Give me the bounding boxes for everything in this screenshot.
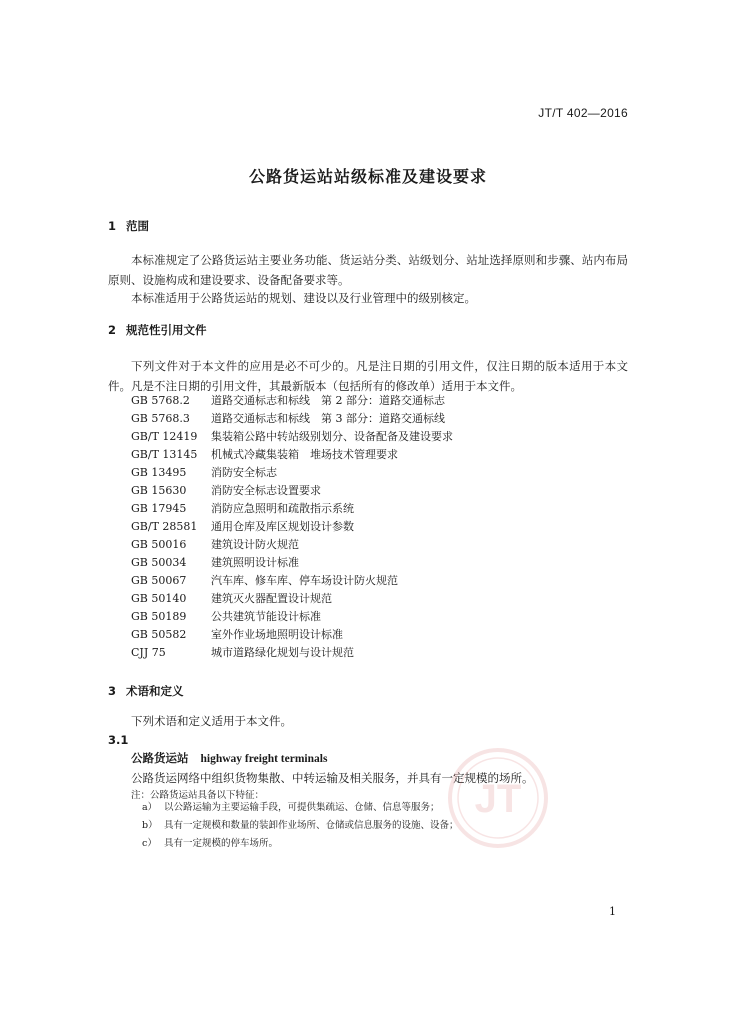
reference-title: 道路交通标志和标线 第 3 部分：道路交通标线 [211, 412, 445, 425]
reference-item [131, 464, 277, 482]
note-item [142, 836, 278, 852]
reference-code: GB 13495 [131, 466, 187, 479]
reference-code: GB/T 13145 [131, 448, 198, 461]
section-1-heading [108, 218, 149, 234]
reference-item [131, 410, 445, 428]
reference-title: 集装箱公路中转站级别划分、设备配备及建设要求 [211, 430, 453, 443]
reference-title: 城市道路绿化规划与设计规范 [211, 646, 354, 659]
section-3-intro: 下列术语和定义适用于本文件。 [131, 714, 292, 728]
section-title: 范围 [126, 219, 149, 233]
term-title [131, 750, 327, 766]
reference-code: GB 50034 [131, 556, 187, 569]
reference-item [131, 428, 453, 446]
section-3-heading [108, 683, 184, 699]
reference-code: GB/T 28581 [131, 520, 198, 533]
note-heading: 注：公路货运站具备以下特征： [131, 790, 265, 801]
reference-title: 道路交通标志和标线 第 2 部分：道路交通标志 [211, 394, 445, 407]
reference-item [131, 644, 354, 662]
reference-title: 公共建筑节能设计标准 [211, 610, 321, 623]
reference-item [131, 446, 398, 464]
section-2-heading [108, 322, 207, 338]
section-1-paragraph-2: 本标准适用于公路货运站的规划、建设以及行业管理中的级别核定。 [131, 291, 476, 305]
reference-code: GB/T 12419 [131, 430, 198, 443]
section-title: 规范性引用文件 [126, 323, 207, 337]
section-number: 3 [108, 684, 117, 698]
reference-item [131, 590, 332, 608]
jt-seal-watermark [446, 746, 550, 850]
term-number: 3.1 [108, 733, 129, 747]
reference-title: 消防安全标志设置要求 [211, 484, 321, 497]
reference-code: GB 5768.3 [131, 412, 190, 425]
section-title: 术语和定义 [126, 684, 184, 698]
reference-item [131, 554, 299, 572]
term-name-zh: 公路货运站 [131, 751, 189, 765]
reference-code: GB 50140 [131, 592, 187, 605]
reference-title: 建筑灭火器配置设计规范 [211, 592, 332, 605]
reference-title: 消防应急照明和疏散指示系统 [211, 502, 354, 515]
term-definition: 公路货运网络中组织货物集散、中转运输及相关服务，并具有一定规模的场所。 [131, 771, 534, 785]
reference-item [131, 626, 343, 644]
section-number: 1 [108, 219, 117, 233]
page-number: 1 [609, 905, 616, 918]
section-number: 2 [108, 323, 117, 337]
reference-code: CJJ 75 [131, 646, 166, 659]
standard-code: JT/T 402—2016 [538, 106, 628, 120]
note-letter: c） [142, 838, 157, 849]
reference-item [131, 482, 321, 500]
reference-code: GB 50016 [131, 538, 187, 551]
reference-title: 建筑照明设计标准 [211, 556, 299, 569]
reference-title: 通用仓库及库区规划设计参数 [211, 520, 354, 533]
note-item [142, 800, 440, 816]
section-1-paragraph-1: 本标准规定了公路货运站主要业务功能、货运站分类、站级划分、站址选择原则和步骤、站内布局原则、设施构成和建设要求、设备配备要求等。 [108, 253, 628, 287]
seal-text: JT [474, 777, 522, 821]
document-title: 公路货运站站级标准及建设要求 [248, 167, 487, 186]
note-letter: b） [142, 820, 158, 831]
reference-item [131, 572, 398, 590]
reference-code: GB 50067 [131, 574, 187, 587]
reference-title: 室外作业场地照明设计标准 [211, 628, 343, 641]
reference-item [131, 536, 299, 554]
reference-code: GB 50189 [131, 610, 187, 623]
reference-item [131, 500, 354, 518]
note-letter: a） [142, 802, 158, 813]
reference-code: GB 17945 [131, 502, 187, 515]
reference-item [131, 392, 445, 410]
term-name-en: highway freight terminals [200, 753, 328, 765]
reference-code: GB 15630 [131, 484, 187, 497]
note-text: 以公路运输为主要运输手段，可提供集疏运、仓储、信息等服务； [164, 802, 440, 813]
note-item [142, 818, 459, 834]
reference-title: 汽车库、修车库、停车场设计防火规范 [211, 574, 398, 587]
reference-title: 消防安全标志 [211, 466, 277, 479]
note-text: 具有一定规模和数量的装卸作业场所、仓储或信息服务的设施、设备； [164, 820, 459, 831]
reference-title: 机械式冷藏集装箱 堆场技术管理要求 [211, 448, 398, 461]
reference-item [131, 608, 321, 626]
reference-item [131, 518, 354, 536]
reference-title: 建筑设计防火规范 [211, 538, 299, 551]
reference-code: GB 50582 [131, 628, 187, 641]
reference-code: GB 5768.2 [131, 394, 190, 407]
note-text: 具有一定规模的停车场所。 [164, 838, 279, 849]
section-2-intro: 下列文件对于本文件的应用是必不可少的。凡是注日期的引用文件，仅注日期的版本适用于本文件。凡是不注日期的引用文件，其最新版本（包括所有的修改单）适用于本文件。 [108, 359, 628, 393]
